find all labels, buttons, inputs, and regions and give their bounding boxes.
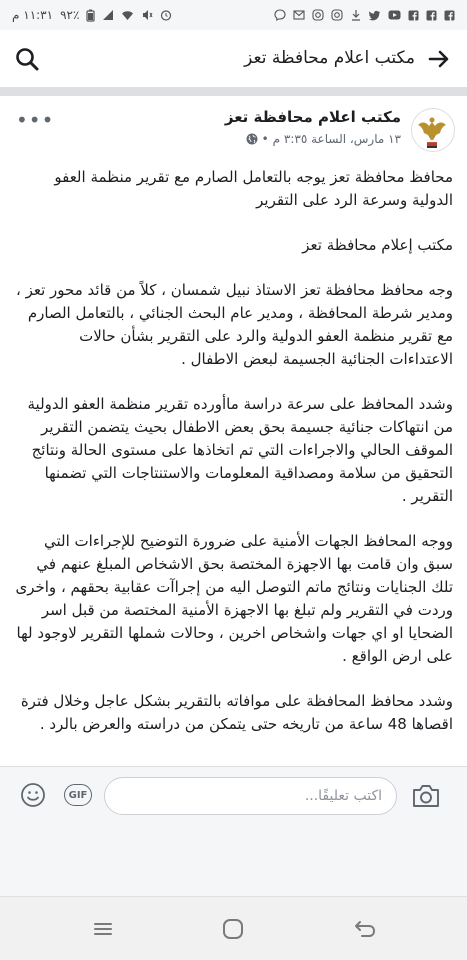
status-bar <box>0 0 467 30</box>
status-left <box>12 8 172 22</box>
post-paragraph: وشدد المحافظ على سرعة دراسة ماأورده تقرير منظمة العفو الدولية من انتهاكات جنائية جسيمة بحق بعض الاطفال بحيث يتضمن التقرير الموقف الحالي والاجراءات التي تم اتخاذها على مستوى الحالة ونتائج التحقيق من سلامة ومصداقية المعلومات والاستنتاجات التي تضمنها التقرير . <box>27 395 453 505</box>
facebook-icon <box>444 10 455 21</box>
home-icon[interactable] <box>220 917 246 941</box>
post-paragraph: وجه محافظ محافظة تعز الاستاذ نبيل شمسان ، كلاً من قائد محور تعز ، ومدير شرطة المحافظة ، ومدير عام البحث الجنائي ، بالتعامل الصارم مع تقرير منظمة العفو الدولية والرد على التقرير بشأن حالات الاعتداءات الجنائية الجسيمة لبعض الاطفال . <box>15 281 453 368</box>
header-title: مكتب اعلام محافظة تعز <box>244 48 415 68</box>
back-nav-icon[interactable] <box>352 917 378 941</box>
post-paragraph: ووجه المحافظ الجهات الأمنية على ضرورة التوضيح للإجراءات التي سبق وان قامت بها الاجهزة المختصة بحق الاشخاص المبلغ عنهم في تلك الجنايات ونتائج ماتم التوصل اليه من إجراآت عقابية بحقهم ، واخرى وردت في التقرير ولم تبلغ بها الاجهزة الأمنية المختصة من قبل اسر الضحايا او اي جهات واشخاص اخرين ، وحالات شملها التقرير لاوجود لها على ارض الواقع . <box>15 532 453 665</box>
twitter-icon <box>369 10 381 21</box>
search-icon[interactable] <box>14 46 40 72</box>
post-paragraph: محافظ محافظة تعز يوجه بالتعامل الصارم مع تقرير منظمة العفو الدولية وسرعة الرد على التقرير <box>54 168 453 209</box>
camera-icon[interactable] <box>411 782 441 810</box>
emoji-icon[interactable] <box>20 782 46 808</box>
post-timestamp[interactable]: ١٣ مارس، الساعة ٣:٣٥ م <box>272 132 401 146</box>
post-card <box>0 96 467 766</box>
messenger-icon <box>274 9 286 21</box>
clock-text: ١١:٣١ م <box>12 8 54 22</box>
keyboard-gap <box>0 824 467 896</box>
post-text <box>14 166 453 758</box>
more-options-icon[interactable]: ••• <box>16 108 55 132</box>
post-author-name[interactable]: مكتب اعلام محافظة تعز <box>224 108 401 126</box>
wifi-icon <box>121 10 134 21</box>
battery-icon <box>86 9 95 22</box>
comment-bar <box>0 766 467 824</box>
instagram-icon <box>312 9 324 21</box>
battery-text: ٩٢٪ <box>60 8 80 22</box>
page-header <box>0 30 467 88</box>
globe-icon <box>246 133 258 145</box>
status-right <box>274 9 455 21</box>
signal-icon <box>102 9 114 21</box>
email-icon <box>293 10 305 20</box>
mute-icon <box>141 9 153 21</box>
system-nav-bar <box>0 896 467 960</box>
facebook-icon <box>408 10 419 21</box>
back-arrow-icon[interactable] <box>427 47 451 71</box>
comment-input[interactable] <box>104 777 397 815</box>
download-icon <box>350 9 362 21</box>
instagram-icon <box>331 9 343 21</box>
post-paragraph: وشدد محافظ المحافظة على موافاته بالتقرير بشكل عاجل وخلال فترة اقصاها 48 ساعة من تاريخه حتى يتمكن من دراسته والعرض بالرد . <box>20 692 453 733</box>
page-avatar[interactable] <box>411 108 455 152</box>
facebook-icon <box>426 10 437 21</box>
gif-button[interactable]: GIF <box>64 784 92 806</box>
post-meta <box>246 132 401 146</box>
post-paragraph: مكتب إعلام محافظة تعز <box>302 236 453 254</box>
alarm-icon <box>160 9 172 21</box>
youtube-icon <box>388 10 401 20</box>
meta-separator: • <box>261 132 269 146</box>
section-divider <box>0 88 467 96</box>
eagle-emblem-icon <box>411 109 454 152</box>
recent-apps-icon[interactable] <box>90 917 116 941</box>
